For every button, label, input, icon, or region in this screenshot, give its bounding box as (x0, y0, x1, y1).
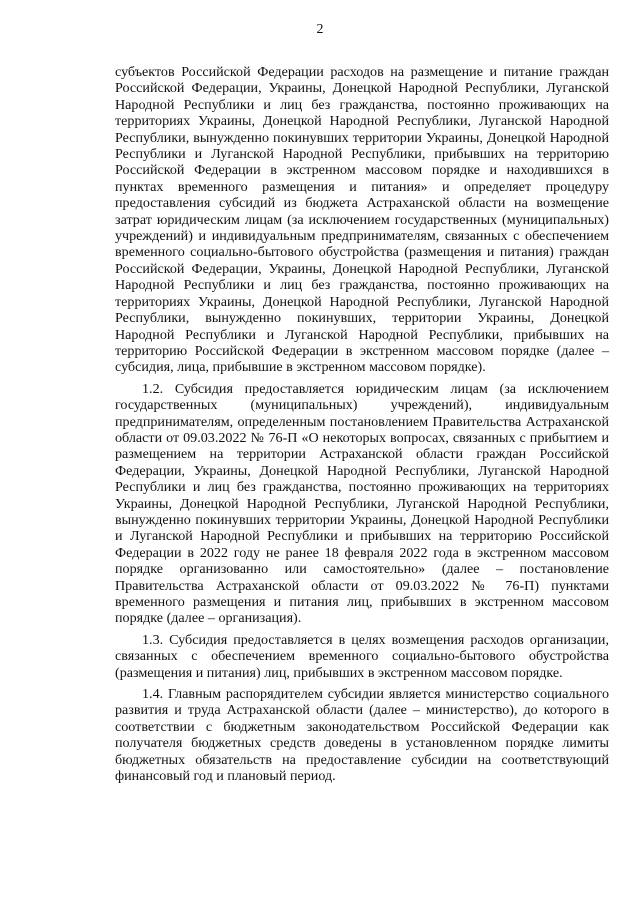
paragraph-1-2: 1.2. Субсидия предоставляется юридическим лицам (за исключением государственных (муниципальных) учреждений), индивидуальным предпринимателям, определенным постановлением Правительства Астраханской области от 09.03.2022 № 76-П «О некоторых вопросах, связанных с прибытием и размещением на территории Астраханской области граждан Российской Федерации, Украины, Донецкой Народной Республики, Луганской Народной Республики и лиц без гражданства, постоянно проживающих на территориях Украины, Донецкой Народной Республики, Луганской Народной Республики, вынужденно покинувших территории Украины, Донецкой Народной Республики и Луганской Народной Республики и прибывших на территорию Российской Федерации в 2022 году не ранее 18 февраля 2022 года в экстренном массовом порядке организованно или самостоятельно» (далее – постановление Правительства Астраханской области от 09.03.2022 № 76-П) пунктами временного размещения и питания лиц, прибывших в экстренном массовом порядке (далее – организация). (115, 380, 609, 627)
page-number: 2 (316, 22, 324, 37)
paragraph-continuation: субъектов Российской Федерации расходов на размещение и питание граждан Российской Федерации, Украины, Донецкой Народной Республики, Луганской Народной Республики и лиц без гражданства, постоянно проживающих на территориях Украины, Донецкой Народной Республики, Луганской Народной Республики, вынужденно покинувших территории Украины, Донецкой Народной Республики и Луганской Народной Республики, прибывших на территорию Российской Федерации в экстренном массовом порядке и находившихся в пунктах временного размещения и питания» и определяет процедуру предоставления субсидий из бюджета Астраханской области на возмещение затрат юридическим лицам (за исключением государственных (муниципальных) учреждений) и индивидуальным предпринимателям, связанных с обеспечением временного социально-бытового обустройства (размещения и питания) граждан Российской Федерации, Украины, Донецкой Народной Республики, Луганской Народной Республики и лиц без гражданства, постоянно проживающих на территориях Украины, Донецкой Народной Республики, Луганской Народной Республики, вынужденно покинувших, территории Украины, Донецкой Народной Республики и Луганской Народной Республики, прибывших на территорию Российской Федерации в экстренном массовом порядке (далее – субсидия, лица, прибывшие в экстренном массовом порядке). (115, 64, 609, 376)
document-body (115, 64, 609, 784)
paragraph-1-3: 1.3. Субсидия предоставляется в целях возмещения расходов организации, связанных с обеспечением временного социально-бытового обустройства (размещения и питания) лиц, прибывших в экстренном массовом порядке. (115, 631, 609, 681)
paragraph-1-4: 1.4. Главным распорядителем субсидии является министерство социального развития и труда Астраханской области (далее – министерство), до которого в соответствии с бюджетным законодательством Российской Федерации как получателя бюджетных средств доведены в установленном порядке лимиты бюджетных обязательств на предоставление субсидии на соответствующий финансовый год и плановый период. (115, 686, 609, 785)
